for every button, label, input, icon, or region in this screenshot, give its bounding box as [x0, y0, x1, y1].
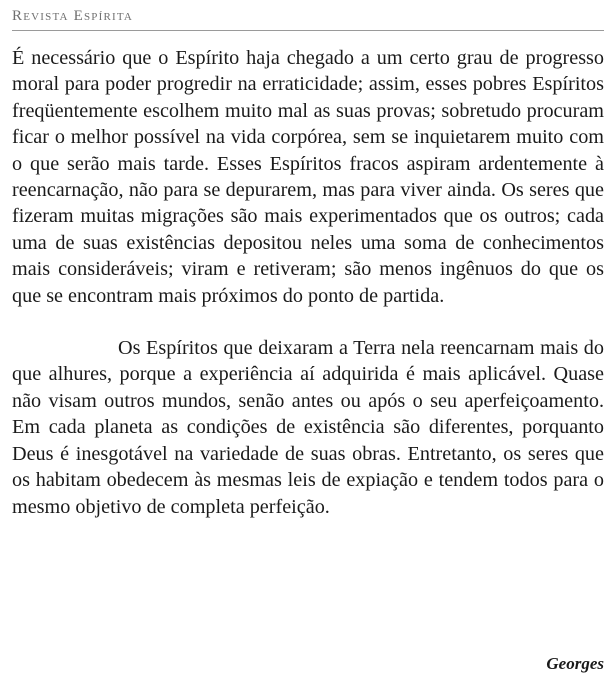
running-header-title: Revista Espírita: [12, 8, 134, 24]
body-paragraph-2: Os Espíritos que deixaram a Terra nela reencarnam mais do que alhures, porque a experiência aí adquirida é mais aplicável. Quase não visam outros mundos, senão antes ou após o seu aperfeiçoamento. Em cada planeta as condições de existência são diferentes, porquanto Deus é inesgotável na variedade de suas obras. Entretanto, os seres que os habitam obedecem às mesmas leis de expiação e tendem todos para o mesmo objetivo de completa perfeição.: [12, 337, 604, 518]
header-divider: [12, 30, 604, 31]
body-paragraph-1: É necessário que o Espírito haja chegado a um certo grau de progresso moral para poder progredir na erraticidade; assim, esses pobres Espíritos freqüentemente escolhem muito mal as suas provas; sobretudo procuram ficar o melhor possível na vida corpórea, sem se inquietarem muito com o que serão mais tarde. Esses Espíritos fracos aspiram ardentemente à reencarnação, não para se depurarem, mas para viver ainda. Os seres que fizeram muitas migrações são mais experimentados que os outros; cada uma de suas existências depositou neles uma soma de conhecimentos mais consideráveis; viram e retiveram; são menos ingênuos do que os que se encontram mais próximos do ponto de partida.: [12, 47, 604, 307]
author-signature: Georges: [546, 654, 604, 673]
document-page: [12, 0, 604, 673]
